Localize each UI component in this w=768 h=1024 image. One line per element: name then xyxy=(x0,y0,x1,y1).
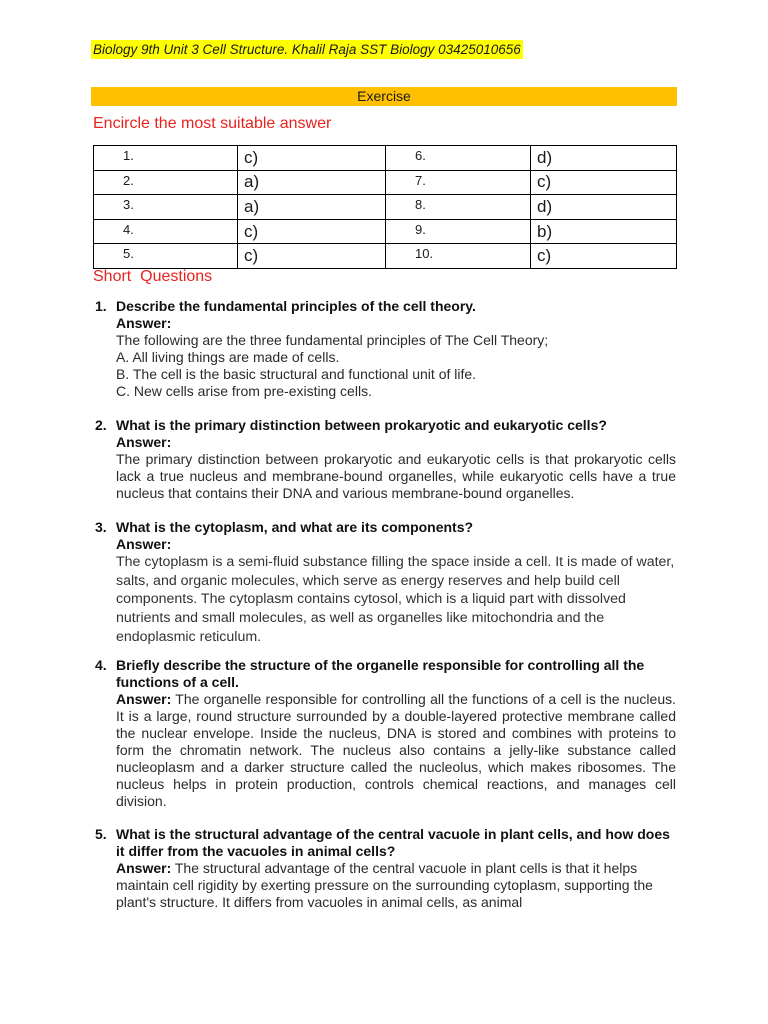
question-number-cell: 9. xyxy=(386,219,531,244)
question-body xyxy=(116,826,676,911)
question-text: What is the structural advantage of the central vacuole in plant cells, and how does it differ from the vacuoles in animal cells? xyxy=(116,825,670,859)
question-text: Briefly describe the structure of the organelle responsible for controlling all the functions of a cell. xyxy=(116,656,645,690)
question-body xyxy=(116,657,676,810)
question-body xyxy=(116,298,676,400)
answer-intro: The following are the three fundamental principles of The Cell Theory; xyxy=(116,332,549,348)
answer-text: The structural advantage of the central vacuole in plant cells is that it helps maintain cell rigidity by exerting pressure on the surrounding cytoplasm, supporting the plant's structure. It differs from vacuoles in animal cells, as animal xyxy=(116,859,653,910)
question-number: 2. xyxy=(95,417,107,433)
answer-point-a: A. All living things are made of cells. xyxy=(116,349,340,365)
question-number-cell: 6. xyxy=(386,146,531,171)
question-number: 5. xyxy=(95,825,107,842)
answer-cell: c) xyxy=(238,219,386,244)
question-item xyxy=(95,417,676,502)
answer-label: Answer: xyxy=(116,859,172,876)
question-item xyxy=(95,826,676,911)
short-questions-heading: Short Questions xyxy=(93,268,213,285)
answer-cell: d) xyxy=(531,146,677,171)
question-number-cell: 8. xyxy=(386,195,531,220)
question-body xyxy=(116,519,676,647)
answer-cell: b) xyxy=(531,219,677,244)
question-item xyxy=(95,298,676,400)
answer-text: The cytoplasm is a semi-fluid substance filling the space inside a cell. It is made of water, salts, and organic molecules, which serve as energy reserves and help build cell components. The cytoplasm contains cytosol, which is a liquid part with dissolved nutrients and small molecules, as well as organelles like mitochondria and the endoplasmic reticulum. xyxy=(116,554,675,645)
question-number-cell: 1. xyxy=(94,146,238,171)
short-questions-list xyxy=(95,298,676,911)
answer-cell: c) xyxy=(531,244,677,269)
question-number: 4. xyxy=(95,656,107,673)
answer-cell: d) xyxy=(531,195,677,220)
table-row xyxy=(94,146,677,171)
mcq-heading: Encircle the most suitable answer xyxy=(93,115,332,132)
table-row xyxy=(94,195,677,220)
question-number-cell: 7. xyxy=(386,170,531,195)
answer-key-table xyxy=(93,145,677,269)
question-number: 1. xyxy=(95,298,107,314)
question-item xyxy=(95,519,676,647)
table-row xyxy=(94,244,677,269)
question-text: Describe the fundamental principles of the cell theory. xyxy=(116,298,476,314)
answer-point-c: C. New cells arise from pre-existing cells. xyxy=(116,383,372,399)
question-number-cell: 10. xyxy=(386,244,531,269)
question-text: What is the cytoplasm, and what are its components? xyxy=(116,519,474,535)
question-number-cell: 2. xyxy=(94,170,238,195)
answer-text: The primary distinction between prokaryotic and eukaryotic cells is that prokaryotic cells lack a true nucleus and membrane-bound organelles, while eukaryotic cells have a true nucleus that contains their DNA and various membrane-bound organelles. xyxy=(116,451,676,501)
answer-cell: c) xyxy=(238,244,386,269)
question-number-cell: 4. xyxy=(94,219,238,244)
table-row xyxy=(94,219,677,244)
document-header: Biology 9th Unit 3 Cell Structure. Khalil Raja SST Biology 03425010656 xyxy=(93,42,521,57)
exercise-title-bar: Exercise xyxy=(91,87,677,106)
answer-label: Answer: xyxy=(116,434,172,450)
answer-label: Answer: xyxy=(116,690,172,707)
answer-cell: a) xyxy=(238,170,386,195)
answer-cell: a) xyxy=(238,195,386,220)
answer-cell: c) xyxy=(238,146,386,171)
answer-point-b: B. The cell is the basic structural and functional unit of life. xyxy=(116,366,477,382)
question-number-cell: 3. xyxy=(94,195,238,220)
table-row xyxy=(94,170,677,195)
answer-label: Answer: xyxy=(116,315,172,331)
answer-paragraph xyxy=(116,691,676,810)
answer-text: The organelle responsible for controlling all the functions of a cell is the nucleus. It is a large, round structure surrounded by a double-layered protective membrane called the nuclear envelope. Inside the nucleus, DNA is stored and combines with proteins to form the chromatin network. The nucleus also contains a jelly-like substance called nucleoplasm and a darker structure called the nucleolus, which makes ribosomes. The nucleus helps in protein production, controls chemical reactions, and manages cell division. xyxy=(116,690,676,809)
answer-label: Answer: xyxy=(116,536,172,552)
question-number-cell: 5. xyxy=(94,244,238,269)
question-body xyxy=(116,417,676,502)
answer-cell: c) xyxy=(531,170,677,195)
question-text: What is the primary distinction between prokaryotic and eukaryotic cells? xyxy=(116,417,607,433)
question-item xyxy=(95,657,676,810)
answer-paragraph xyxy=(116,860,676,911)
question-number: 3. xyxy=(95,519,107,535)
